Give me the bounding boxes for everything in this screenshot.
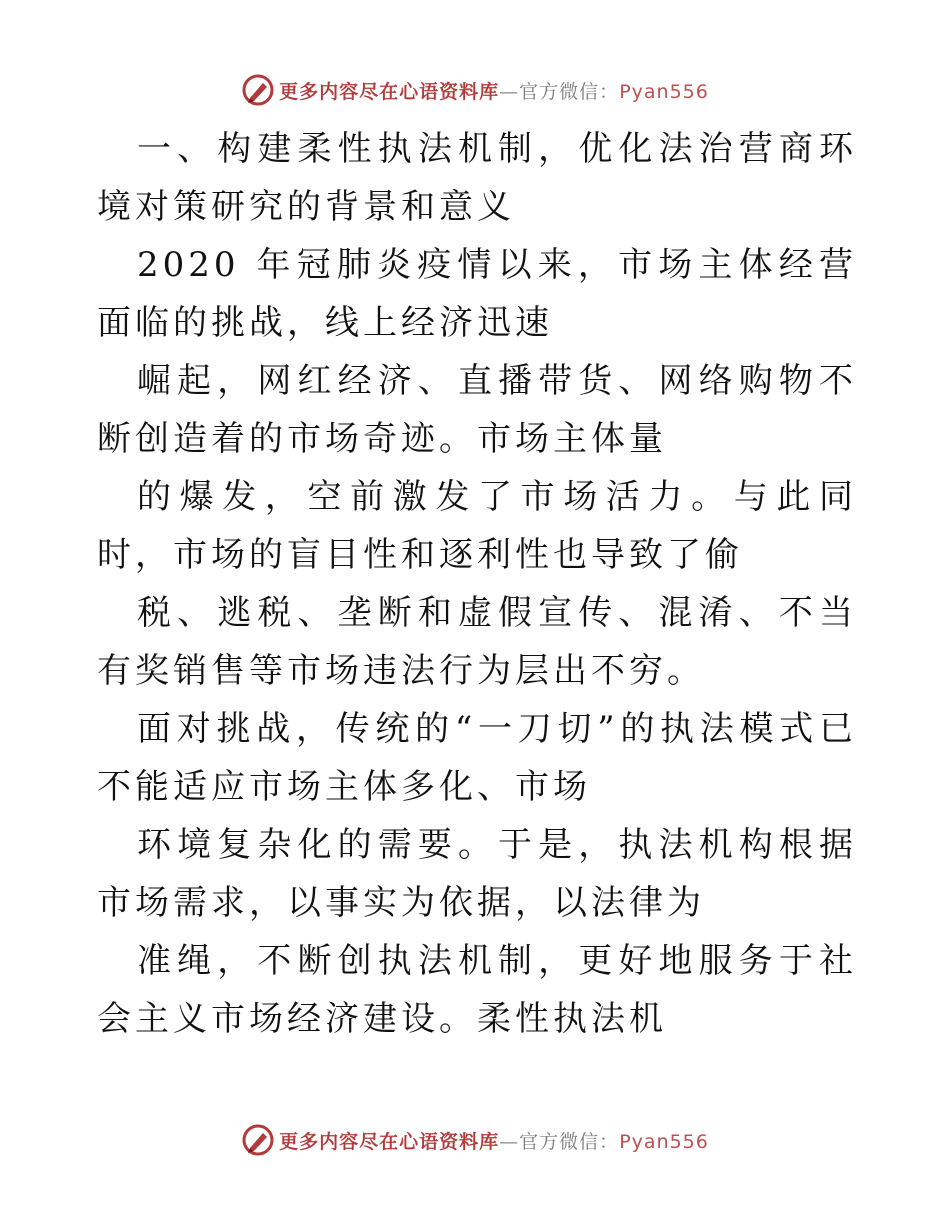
paragraph: 税、逃税、垄断和虚假宣传、混淆、不当有奖销售等市场违法行为层出不穷。 (97, 593, 857, 691)
paragraph: 环境复杂化的需要。于是，执法机构根据市场需求，以事实为依据，以法律为 (97, 825, 857, 923)
paragraph: 崛起，网红经济、直播带货、网络购物不断创造着的市场奇迹。市场主体量 (97, 361, 857, 459)
watermark-id: Pyan556 (619, 1130, 709, 1153)
watermark-label: 官方微信： (519, 80, 620, 103)
watermark-brand: 更多内容尽在心语资料库 (279, 80, 500, 103)
watermark-text (279, 77, 709, 104)
paragraph: 2020 年冠肺炎疫情以来，市场主体经营面临的挑战，线上经济迅速 (97, 245, 857, 343)
paragraph: 面对挑战，传统的“一刀切”的执法模式已不能适应市场主体多化、市场 (97, 709, 857, 807)
watermark-id: Pyan556 (619, 80, 709, 103)
watermark-dash: — (499, 80, 520, 103)
watermark-brand: 更多内容尽在心语资料库 (279, 1130, 500, 1153)
watermark-label: 官方微信： (519, 1130, 620, 1153)
watermark-text (279, 1127, 709, 1154)
document-body (97, 120, 857, 1048)
pen-logo-icon (241, 73, 275, 107)
paragraph-heading: 一、构建柔性执法机制，优化法治营商环境对策研究的背景和意义 (97, 129, 857, 227)
header-watermark (0, 72, 950, 108)
paragraph: 准绳，不断创执法机制，更好地服务于社会主义市场经济建设。柔性执法机 (97, 941, 857, 1039)
paragraph: 的爆发，空前激发了市场活力。与此同时，市场的盲目性和逐利性也导致了偷 (97, 477, 857, 575)
pen-logo-icon (241, 1123, 275, 1157)
footer-watermark (0, 1122, 950, 1158)
watermark-dash: — (499, 1130, 520, 1153)
